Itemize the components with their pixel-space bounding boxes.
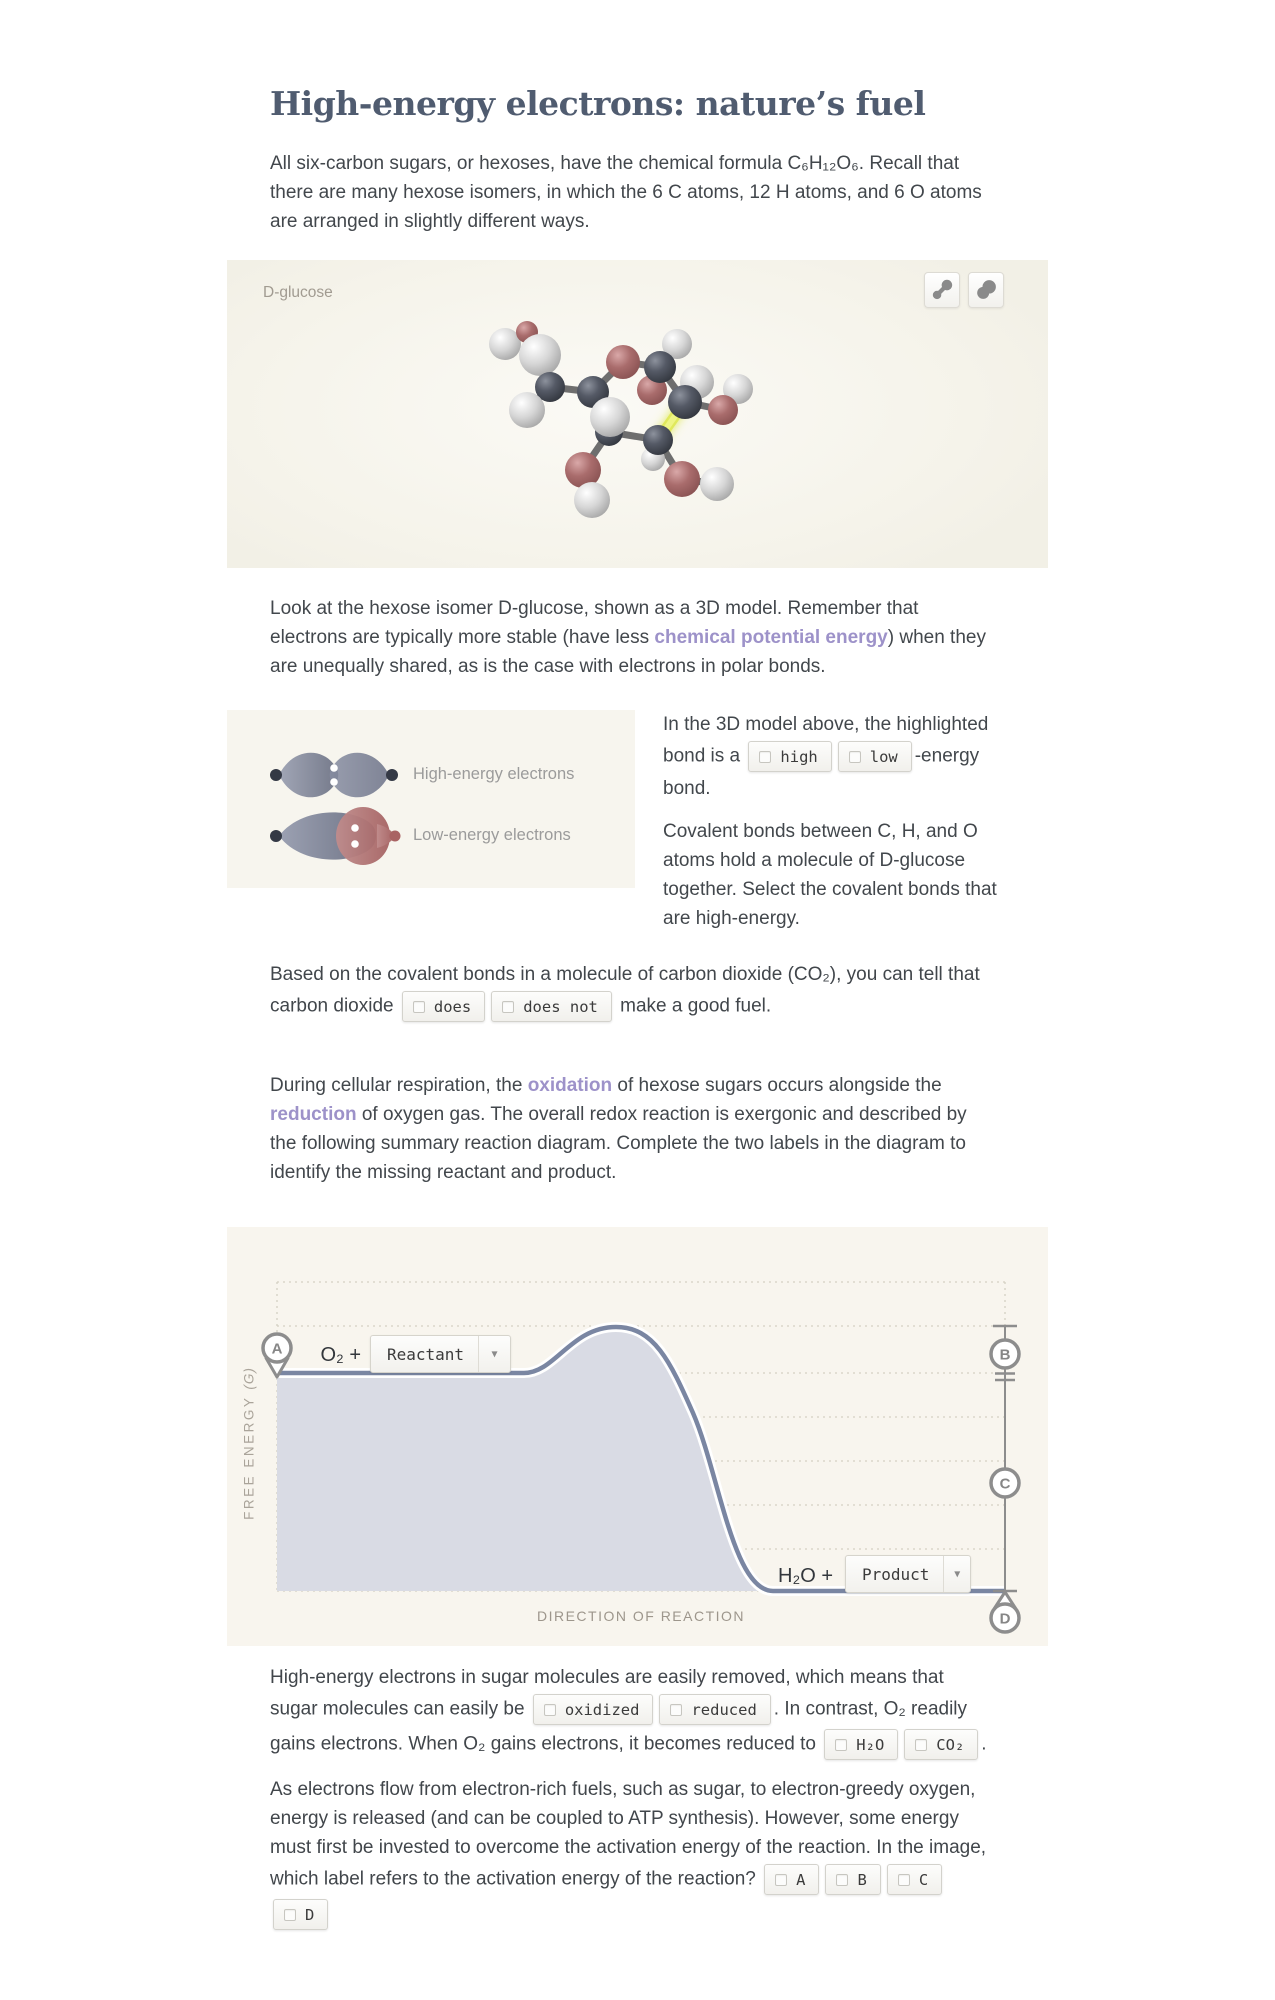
choice-button-b[interactable] bbox=[825, 1864, 880, 1895]
checkbox-icon bbox=[836, 1874, 848, 1886]
hydrogen-atom bbox=[509, 392, 545, 428]
choice-button-h2o[interactable] bbox=[824, 1729, 898, 1760]
chevron-down-icon: ▼ bbox=[943, 1556, 970, 1592]
marker-B[interactable] bbox=[991, 1340, 1019, 1368]
marker-B-label: B bbox=[999, 1346, 1011, 1364]
choice-button-a[interactable] bbox=[764, 1864, 819, 1895]
activation-energy-question bbox=[270, 1775, 990, 1932]
y-axis-text: FREE ENERGY bbox=[241, 1389, 257, 1520]
hydrogen-atom bbox=[519, 334, 561, 376]
marker-D-label: D bbox=[999, 1610, 1011, 1628]
text-segment: of oxygen gas. The overall redox reaction is exergonic and described by the following summary reaction diagram. Complete the two labels in the diagram to identify the missing reactant and product. bbox=[270, 1104, 967, 1183]
y-axis-label bbox=[242, 1244, 257, 1644]
checkbox-icon bbox=[284, 1909, 296, 1921]
choice-label: CO₂ bbox=[936, 1735, 965, 1754]
choice-label: D bbox=[305, 1905, 315, 1924]
lesson-content-column bbox=[227, 84, 1048, 2000]
choice-button-oxidized[interactable] bbox=[533, 1694, 654, 1725]
electron-energy-panel bbox=[227, 710, 635, 888]
page-title: High-energy electrons: nature’s fuel bbox=[270, 84, 926, 123]
covalent-bonds-instruction: Covalent bonds between C, H, and O atoms hold a molecule of D-glucose together. Select the covalent bonds that are high-energy. bbox=[663, 821, 997, 929]
carbon-atom bbox=[668, 385, 702, 419]
dropdown-value: Product bbox=[862, 1564, 930, 1584]
electron-clouds-graphic bbox=[227, 710, 635, 888]
text-segment: ) when they are unequally shared, as is the case with electrons in polar bonds. bbox=[270, 627, 986, 677]
text-segment: In the 3D model above, the highlighted bond is a bbox=[663, 714, 989, 767]
low-energy-cloud bbox=[270, 807, 401, 865]
look-paragraph bbox=[270, 594, 990, 681]
text-segment: Based on the covalent bonds in a molecule of carbon dioxide (CO₂), you can tell that carbon dioxide bbox=[270, 964, 980, 1017]
checkbox-icon bbox=[413, 1001, 425, 1013]
choice-button-d[interactable] bbox=[273, 1899, 328, 1930]
text-segment: During cellular respiration, the bbox=[270, 1075, 528, 1096]
choice-label: C bbox=[918, 1870, 929, 1889]
choice-button-co2[interactable] bbox=[904, 1729, 978, 1760]
choice-label: does bbox=[433, 997, 472, 1016]
choice-button-low[interactable] bbox=[838, 741, 912, 772]
text-segment: . In contrast, O₂ readily gains electrons. When O₂ gains electrons, it becomes reduced to bbox=[270, 1698, 968, 1755]
glossary-link-reduction[interactable]: reduction bbox=[270, 1104, 357, 1125]
glucose-3d-panel bbox=[227, 260, 1048, 568]
carbon-atom bbox=[643, 425, 673, 455]
choice-label: high bbox=[780, 747, 818, 766]
checkbox-icon bbox=[898, 1874, 910, 1886]
glossary-link-chemical-potential-energy[interactable]: chemical potential energy bbox=[654, 627, 888, 648]
choice-label: reduced bbox=[691, 1700, 757, 1719]
choice-label: does not bbox=[523, 997, 598, 1016]
electron-section bbox=[227, 710, 1048, 933]
hydrogen-atom bbox=[590, 397, 630, 437]
checkbox-icon bbox=[670, 1704, 682, 1716]
checkbox-icon bbox=[835, 1739, 847, 1751]
text-segment: of hexose sugars occurs alongside the bbox=[612, 1075, 942, 1096]
checkbox-icon bbox=[915, 1739, 927, 1751]
hydrogen-atom bbox=[574, 482, 610, 518]
choice-button-does-not[interactable] bbox=[491, 991, 612, 1022]
high-energy-cloud bbox=[270, 753, 398, 798]
choice-button-does[interactable] bbox=[402, 991, 485, 1022]
text-segment: make a good fuel. bbox=[620, 995, 772, 1017]
dropdown-value: Reactant bbox=[387, 1344, 465, 1364]
x-axis-label: DIRECTION OF REACTION bbox=[536, 1608, 746, 1624]
intro-paragraph: All six-carbon sugars, or hexoses, have the chemical formula C₆H₁₂O₆. Recall that there are many hexose isomers, in which the 6 C atoms, 12 H atoms, and 6 O atoms are arranged in slightly different ways. bbox=[270, 153, 982, 232]
co2-question bbox=[270, 960, 990, 1024]
choice-button-high[interactable] bbox=[748, 741, 831, 772]
choice-label: low bbox=[869, 747, 898, 766]
molecule-name-label: D-glucose bbox=[263, 284, 333, 301]
product-prefix-label: H₂O + bbox=[778, 1565, 833, 1587]
oxygen-atom bbox=[708, 395, 738, 425]
choice-label: B bbox=[857, 1870, 867, 1889]
marker-C-label: C bbox=[999, 1475, 1011, 1493]
hydrogen-atom bbox=[700, 467, 734, 501]
text-segment: As electrons flow from electron-rich fuels, such as sugar, to electron-greedy oxygen, energy is released (and can be coupled to ATP synthesis). However, some energy must first be invested to overcome the activation energy of the reaction. In the image, which label refers to the activation energy of the reaction? bbox=[270, 1779, 987, 1890]
text-segment: . bbox=[981, 1733, 987, 1755]
checkbox-icon bbox=[759, 751, 771, 763]
checkbox-icon bbox=[502, 1001, 514, 1013]
carbon-atom bbox=[644, 351, 676, 383]
text-segment: High-energy electrons in sugar molecules are easily removed, which means that sugar molecules can easily be bbox=[270, 1667, 944, 1720]
marker-C[interactable] bbox=[991, 1469, 1019, 1497]
bond-question-column bbox=[663, 710, 1015, 933]
lesson-page bbox=[0, 84, 1275, 2000]
reactant-prefix-label: O₂ + bbox=[320, 1344, 361, 1366]
atoms bbox=[489, 321, 753, 518]
choice-label: H₂O bbox=[856, 1735, 885, 1754]
glucose-3d-model[interactable] bbox=[227, 260, 1048, 568]
reaction-diagram-panel bbox=[227, 1227, 1048, 1646]
oxidation-question bbox=[270, 1663, 990, 1762]
text-segment: Look at the hexose isomer D-glucose, shown as a 3D model. Remember that electrons are typically more stable (have less bbox=[270, 598, 919, 648]
product-dropdown[interactable] bbox=[845, 1555, 971, 1593]
choice-label: A bbox=[796, 1870, 806, 1889]
oxygen-atom bbox=[664, 461, 700, 497]
low-energy-label: Low-energy electrons bbox=[413, 826, 571, 844]
checkbox-icon bbox=[849, 751, 861, 763]
oxygen-atom bbox=[606, 345, 640, 379]
checkbox-icon bbox=[544, 1704, 556, 1716]
y-axis-unit: (G) bbox=[241, 1367, 257, 1390]
glossary-link-oxidation[interactable]: oxidation bbox=[527, 1075, 613, 1096]
chevron-down-icon: ▼ bbox=[478, 1336, 510, 1372]
redox-paragraph bbox=[270, 1071, 990, 1187]
reactant-dropdown[interactable] bbox=[370, 1335, 511, 1373]
marker-A-label: A bbox=[271, 1340, 283, 1358]
choice-label: oxidized bbox=[564, 1700, 640, 1719]
high-energy-label: High-energy electrons bbox=[413, 765, 575, 783]
text-segment: -energy bond. bbox=[663, 745, 980, 799]
checkbox-icon bbox=[775, 1874, 787, 1886]
bond-question bbox=[663, 710, 1015, 803]
choice-button-c[interactable] bbox=[887, 1864, 942, 1895]
choice-button-reduced[interactable] bbox=[659, 1694, 770, 1725]
